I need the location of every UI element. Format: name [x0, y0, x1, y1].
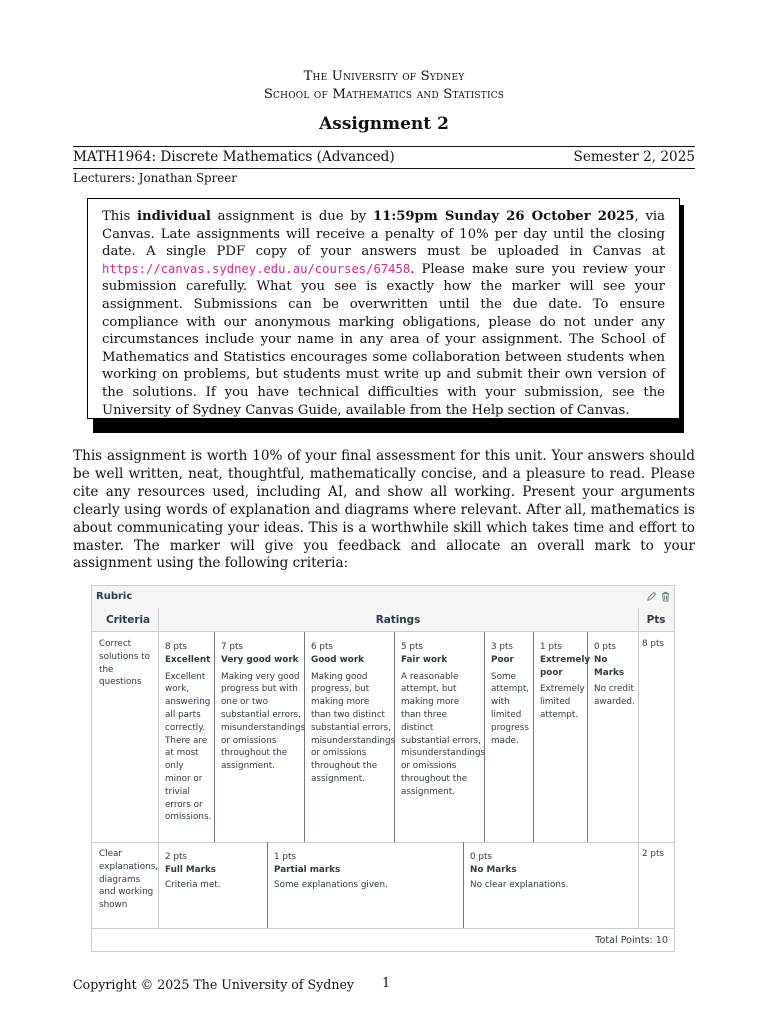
rating-name: Very good work	[221, 654, 299, 665]
top-rule	[73, 146, 695, 147]
notice-box	[87, 198, 680, 419]
rating-description: Some attempt, with limited progress made.	[491, 671, 530, 746]
rating-description: No credit awarded.	[594, 684, 635, 708]
rating-cell[interactable]	[221, 641, 306, 773]
notice-text: This	[102, 209, 138, 224]
rating-divider	[304, 632, 305, 842]
total-points: Total Points: 10	[595, 935, 668, 946]
rating-points: 1 pts	[274, 852, 297, 862]
bottom-rule	[73, 168, 695, 169]
divider	[158, 608, 159, 928]
pencil-icon[interactable]	[646, 591, 657, 602]
rating-cell[interactable]	[274, 851, 460, 891]
trash-icon[interactable]	[660, 591, 671, 602]
notice-text: assignment is due by	[210, 209, 373, 224]
rating-description: Extremely limited attempt.	[540, 684, 585, 720]
rating-description: A reasonable attempt, but making more than three distinct substantial errors, misunderstandings or omissions throughout the assignment.	[401, 671, 486, 797]
rating-description: Making very good progress but with one or two substantial errors, misunderstandings or omissions throughout the assignment.	[221, 671, 306, 772]
rating-cell[interactable]	[165, 641, 211, 824]
rating-divider	[214, 632, 215, 842]
rating-description: Criteria met.	[165, 879, 221, 890]
page-title: Assignment 2	[319, 114, 449, 134]
rating-description: Making good progress, but making more than two distinct substantial errors, misunderstandings or omissions throughout the assignment.	[311, 671, 396, 784]
rating-name: Excellent	[165, 654, 211, 665]
school-name: School of Mathematics and Statistics	[263, 87, 505, 102]
rating-name: Full Marks	[165, 864, 217, 875]
rating-cell[interactable]	[401, 641, 486, 799]
rating-name: Fair work	[401, 654, 448, 665]
assessment-paragraph: This assignment is worth 10% of your final assessment for this unit. Your answers should be well written, neat, thoughtful, mathematically concise, and a pleasure to read. Please cite any resources used, including AI, and show all working. Present your arguments clearly using words of explanation and diagrams where relevant. After all, mathematics is about communicating your ideas. This is a worthwhile skill which takes time and effort to master. The marker will give you feedback and allocate an overall mark to your assignment using the following criteria:	[73, 448, 695, 572]
rating-name: No Marks	[594, 654, 625, 678]
rating-cell[interactable]	[540, 641, 591, 722]
notice-text: , via Canvas. Late assignments will receive a penalty of 10% per day until the closing date. A single PDF copy of your answers must be uploaded in Canvas at	[102, 209, 665, 260]
divider	[92, 842, 674, 843]
course-title: MATH1964: Discrete Mathematics (Advanced)	[73, 149, 395, 165]
rating-description: No clear explanations.	[470, 879, 569, 890]
rating-cell[interactable]	[311, 641, 396, 786]
rating-points: 8 pts	[165, 642, 188, 652]
copyright-notice: Copyright © 2025 The University of Sydney	[73, 977, 355, 992]
rating-cell[interactable]	[491, 641, 531, 747]
rating-points: 1 pts	[540, 642, 563, 652]
rubric-actions	[646, 589, 672, 602]
rating-divider	[484, 632, 485, 842]
rating-cell[interactable]	[594, 641, 636, 709]
rating-divider	[463, 842, 464, 928]
row-points: 8 pts	[642, 639, 665, 649]
rating-points: 0 pts	[470, 852, 493, 862]
ratings-header: Ratings	[158, 608, 638, 632]
rating-name: Good work	[311, 654, 365, 665]
rating-points: 6 pts	[311, 642, 334, 652]
rubric-header	[92, 586, 674, 609]
rating-points: 3 pts	[491, 642, 514, 652]
criterion-clear-explanations: Clear explanations, diagrams and working shown	[99, 849, 159, 911]
rating-cell[interactable]	[165, 851, 265, 891]
rating-divider	[267, 842, 268, 928]
semester-label: Semester 2, 2025	[573, 149, 695, 165]
rating-name: Extremely poor	[540, 654, 591, 678]
criteria-header: Criteria	[92, 608, 158, 632]
divider	[638, 608, 639, 928]
rating-description: Some explanations given.	[274, 879, 388, 890]
notice-bold-individual: individual	[137, 209, 211, 224]
rating-points: 7 pts	[221, 642, 244, 652]
university-name: The University of Sydney	[303, 69, 465, 84]
row-points: 2 pts	[642, 849, 665, 859]
notice-text: . Please make sure you review your submission carefully. What you see is exactly how the marker will see your assignment. Submissions can be overwritten until the due date. To ensure compliance with our anonymous marking obligations, please do not under any circumstances include your name in any area of your assignment. The School of Mathematics and Statistics encourages some collaboration between students when working on problems, but students must write up and submit their own version of the solutions. If you have technical difficulties with your submission, see the University of Sydney Canvas Guide, available from the Help section of Canvas.	[102, 261, 665, 418]
rubric-table	[91, 585, 675, 952]
rating-points: 0 pts	[594, 642, 617, 652]
rating-description: Excellent work, answering all parts correctly. There are at most only minor or trivial errors or omissions.	[165, 671, 212, 823]
rating-name: No Marks	[470, 864, 517, 875]
rating-points: 5 pts	[401, 642, 424, 652]
rating-points: 2 pts	[165, 852, 188, 862]
notice-due-date: 11:59pm Sunday 26 October 2025	[372, 209, 635, 224]
rating-name: Poor	[491, 654, 514, 665]
page-number: 1	[382, 976, 391, 991]
criterion-correct-solutions: Correct solutions to the questions	[99, 639, 151, 688]
rubric-title: Rubric	[96, 591, 133, 602]
lecturers-label: Lecturers: Jonathan Spreer	[73, 171, 237, 185]
rating-name: Partial marks	[274, 864, 341, 875]
rating-divider	[533, 632, 534, 842]
pts-header: Pts	[638, 608, 674, 632]
canvas-course-link[interactable]: https://canvas.sydney.edu.au/courses/67458	[102, 261, 411, 276]
divider	[92, 928, 674, 929]
rating-cell[interactable]	[470, 851, 636, 891]
